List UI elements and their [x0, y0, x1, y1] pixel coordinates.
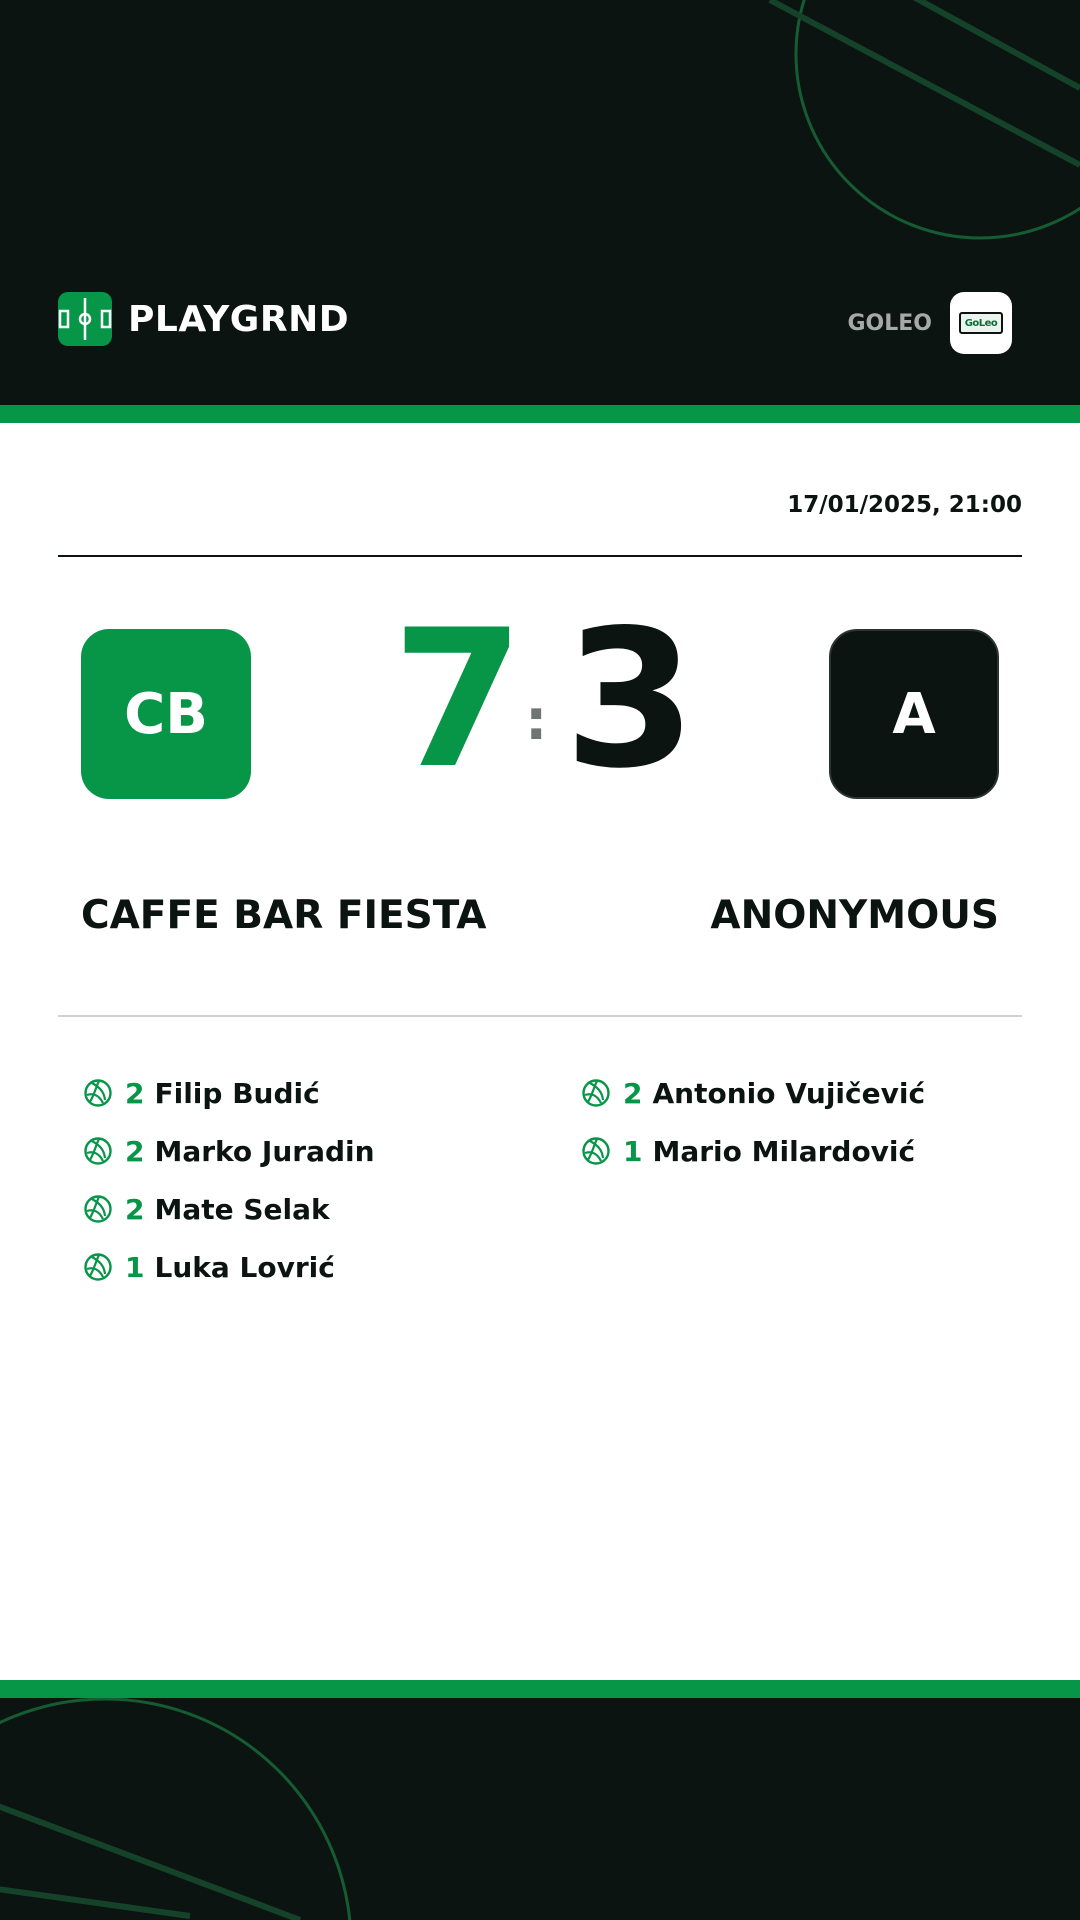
partner-logo-text: GoLeo — [959, 312, 1003, 334]
player-name: Luka Lovrić — [154, 1250, 335, 1284]
scorer-row — [83, 1238, 375, 1296]
goal-count: 2 — [125, 1076, 145, 1110]
scorer-row — [581, 1122, 925, 1180]
home-score: 7 — [392, 589, 525, 810]
scorer-row — [83, 1122, 375, 1180]
ball-icon — [83, 1078, 113, 1108]
match-datetime: 17/01/2025, 21:00 — [787, 492, 1022, 518]
ball-icon — [581, 1078, 611, 1108]
goal-count: 1 — [623, 1134, 643, 1168]
header-banner — [0, 0, 1080, 405]
footer-accent-bar — [0, 1680, 1080, 1698]
football-pitch-icon — [58, 292, 112, 346]
partner — [847, 292, 1012, 354]
partner-name: GOLEO — [847, 310, 932, 336]
home-team-name: CAFFE BAR FIESTA — [81, 893, 487, 938]
home-team-badge: CB — [81, 629, 251, 799]
player-name: Mario Milardović — [652, 1134, 916, 1168]
brand — [58, 292, 349, 346]
home-scorers-list — [83, 1064, 375, 1296]
goal-count: 1 — [125, 1250, 145, 1284]
ball-icon — [83, 1136, 113, 1166]
ball-icon — [581, 1136, 611, 1166]
goal-count: 2 — [125, 1134, 145, 1168]
partner-logo — [950, 292, 1012, 354]
ball-icon — [83, 1194, 113, 1224]
away-team-name: ANONYMOUS — [710, 893, 999, 938]
goal-count: 2 — [125, 1192, 145, 1226]
footer-banner — [0, 1698, 1080, 1920]
brand-name: PLAYGRND — [128, 298, 350, 340]
player-name: Marko Juradin — [154, 1134, 375, 1168]
goal-count: 2 — [623, 1076, 643, 1110]
pitch-lines-decoration — [0, 1698, 1080, 1920]
divider — [58, 555, 1022, 557]
player-name: Antonio Vujičević — [652, 1076, 926, 1110]
scorer-row — [83, 1064, 375, 1122]
away-score: 3 — [564, 589, 697, 810]
away-scorers-list — [581, 1064, 925, 1180]
divider — [58, 1015, 1022, 1017]
score-separator: : — [525, 688, 548, 753]
header-accent-bar — [0, 405, 1080, 423]
away-team-badge: A — [829, 629, 999, 799]
player-name: Mate Selak — [154, 1192, 330, 1226]
scorer-row — [83, 1180, 375, 1238]
scorer-row — [581, 1064, 925, 1122]
player-name: Filip Budić — [154, 1076, 320, 1110]
ball-icon — [83, 1252, 113, 1282]
